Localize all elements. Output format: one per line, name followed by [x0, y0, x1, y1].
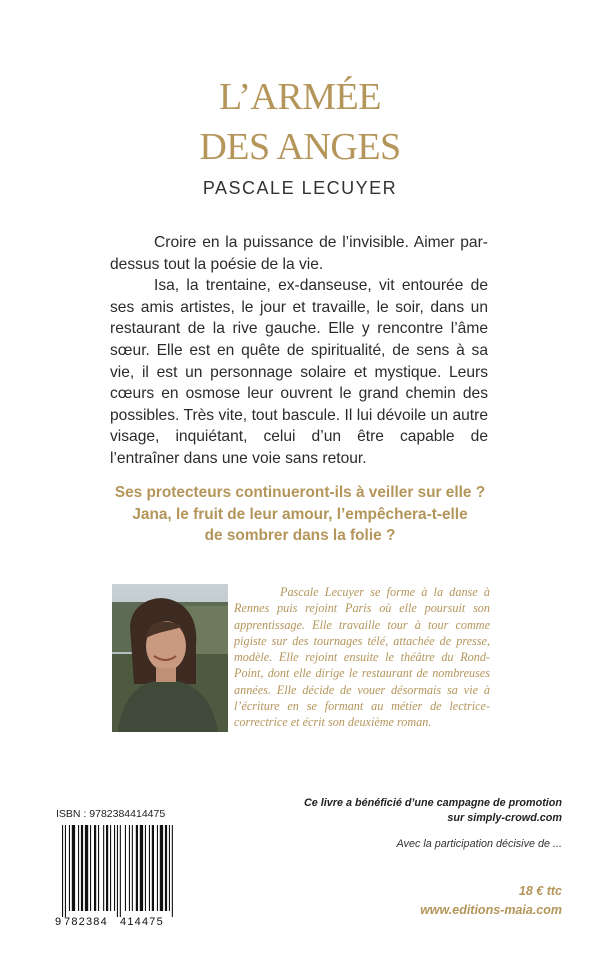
blurb-paragraph: Isa, la trentaine, ex-danseuse, vit entourée de ses amis artistes, le jour et travaille, le soir, dans un restaurant de la rive gauche. Elle y rencontre l’âme sœur. Elle est en quête de spiritualité, de sens à sa vie, il est un personnage solaire et mystique. Leurs cœurs en osmose leur ouvrent le grand chemin des possibles. Très vite, tout bascule. Il lui dévoile un autre visage, inquiétant, celui d’un être capable de l’entraîner dans une voie sans retour.	[110, 277, 488, 467]
blurb-paragraph: Croire en la puissance de l’invisible. Aimer par-dessus tout la poésie de la vie.	[110, 234, 488, 273]
promo-text	[304, 796, 562, 826]
teaser-line: Ses protecteurs continueront-ils à veiller sur elle ?	[114, 484, 486, 501]
barcode	[54, 825, 176, 928]
publisher-website: www.editions-maia.com	[420, 903, 562, 917]
book-title-line1: L’ARMÉE	[219, 76, 381, 118]
author-bio: Pascale Lecuyer se forme à la danse à Rennes puis rejoint Paris où elle poursuit son apprentissage. Elle travaille tour à tour comme pigiste sur des tournages télé, attachée de presse, modèle. Elle rejoint ensuite le théâtre du Rond-Point, dont elle dirige le restaurant de nombreuses années. Elle décide de vouer désormais sa vie à l’écriture en se formant au métier de lectrice-correctrice et écrit son deuxième roman.	[234, 585, 490, 730]
teaser-line: de sombrer dans la folie ?	[204, 527, 396, 544]
author-photo	[112, 584, 228, 732]
teaser-questions	[60, 482, 540, 547]
book-title-line2: DES ANGES	[199, 126, 401, 168]
barcode-bars	[62, 825, 173, 917]
promo-line: Ce livre a bénéficié d’une campagne de promotion	[304, 797, 562, 809]
author-name: PASCALE LECUYER	[202, 178, 398, 198]
author-portrait-icon	[112, 584, 228, 732]
teaser-line: Jana, le fruit de leur amour, l’empêchera-t-elle	[132, 505, 468, 523]
barcode-right-digits: 414475	[120, 916, 164, 928]
blurb-text	[110, 232, 488, 470]
barcode-first-digit: 9	[55, 916, 62, 928]
barcode-left-digits: 782384	[64, 916, 108, 928]
participation-text: Avec la participation décisive de ...	[396, 838, 562, 850]
promo-line: sur simply-crowd.com	[447, 812, 562, 824]
isbn-label: ISBN : 9782384414475	[56, 808, 166, 820]
price: 18 € ttc	[518, 884, 562, 898]
